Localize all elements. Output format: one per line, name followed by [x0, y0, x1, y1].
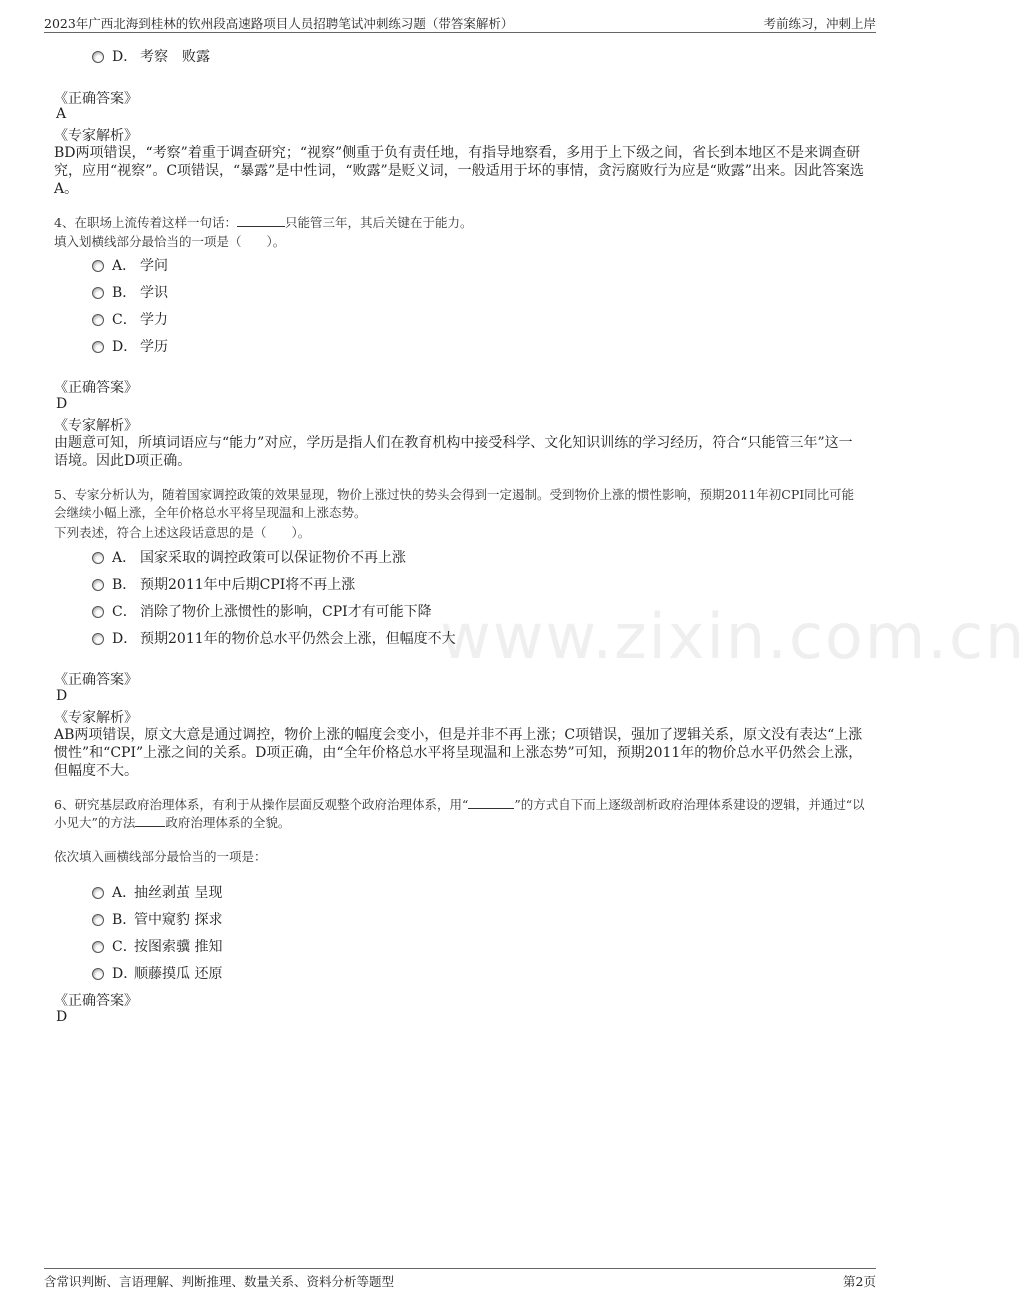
prev-answer-label: 《正确答案》	[54, 91, 138, 107]
radio-icon[interactable]	[92, 887, 104, 899]
q6-option-d[interactable]: D．顺藤摸瓜 还原	[92, 963, 222, 985]
page-header	[44, 12, 876, 33]
prev-analysis: BD两项错误，“考察”着重于调查研究；“视察”侧重于负有责任地，有指导地察看，多用于上下级之间，省长到本地区不是来调查研究，应用“视察”。C项错误，“暴露”是中性词，“败露”是贬义词，一般适用于坏的事情，贪污腐败行为应是“败露”出来。因此答案选A。	[54, 145, 864, 197]
q5-answer: D	[56, 688, 68, 704]
q5-analysis: AB两项错误，原文大意是通过调控，物价上涨的幅度会变小，但是并非不再上涨；C项错误，强加了逻辑关系，原文没有表达“上涨惯性”和“CPI”上涨之间的关系。D项正确，由“全年价格总水平将呈现温和上涨态势”可知，预期2011年的物价总水平仍然会上涨，但幅度不大。	[54, 727, 863, 779]
radio-icon[interactable]	[92, 260, 104, 272]
q6-answer-label: 《正确答案》	[54, 993, 138, 1009]
radio-icon[interactable]	[92, 968, 104, 980]
q6-answer: D	[56, 1009, 68, 1025]
q4-analysis: 由题意可知，所填词语应与“能力”对应，学历是指人们在教育机构中接受科学、文化知识训练的学习经历，符合“只能管三年”这一语境。因此D项正确。	[54, 435, 853, 469]
q6-prompt: 依次填入画横线部分最恰当的一项是：	[54, 849, 267, 864]
page-footer	[44, 1268, 876, 1289]
q4-option-d[interactable]: D． 学历	[92, 336, 168, 358]
header-slogan: 考前练习，冲刺上岸	[763, 16, 876, 31]
q4-stem: 4、在职场上流传着这样一句话： 只能管三年，其后关键在于能力。	[54, 215, 473, 230]
watermark: www.zixin.com.cn	[440, 600, 1026, 673]
prev-answer: A	[56, 106, 67, 122]
q5-option-c[interactable]: C． 消除了物价上涨惯性的影响，CPI才有可能下降	[92, 601, 432, 623]
footer-note: 含常识判断、言语理解、判断推理、数量关系、资料分析等题型	[44, 1274, 395, 1289]
document-title: 2023年广西北海到桂林的钦州段高速路项目人员招聘笔试冲刺练习题（带答案解析）	[44, 16, 514, 31]
q4-prompt: 填入划横线部分最恰当的一项是（ ）。	[54, 234, 286, 249]
radio-icon[interactable]	[92, 287, 104, 299]
radio-icon[interactable]	[92, 914, 104, 926]
q5-prompt: 下列表述，符合上述这段话意思的是（ ）。	[54, 525, 311, 540]
radio-icon[interactable]	[92, 341, 104, 353]
q5-option-d[interactable]: D． 预期2011年的物价总水平仍然会上涨，但幅度不大	[92, 628, 456, 650]
q5-answer-label: 《正确答案》	[54, 672, 138, 688]
prev-analysis-label: 《专家解析》	[54, 128, 138, 144]
q4-option-c[interactable]: C． 学力	[92, 309, 168, 331]
fill-blank	[237, 214, 285, 227]
q6-option-b[interactable]: B．管中窥豹 探求	[92, 909, 222, 931]
page-number: 第2页	[843, 1274, 876, 1289]
q6-option-a[interactable]: A．抽丝剥茧 呈现	[92, 882, 222, 904]
q4-option-a[interactable]: A． 学问	[92, 255, 168, 277]
q4-option-b[interactable]: B． 学识	[92, 282, 168, 304]
radio-icon[interactable]	[92, 552, 104, 564]
q5-analysis-label: 《专家解析》	[54, 710, 138, 726]
q4-answer: D	[56, 396, 68, 412]
q4-analysis-label: 《专家解析》	[54, 418, 138, 434]
radio-icon[interactable]	[92, 51, 104, 63]
radio-icon[interactable]	[92, 633, 104, 645]
radio-icon[interactable]	[92, 579, 104, 591]
q5-option-a[interactable]: A． 国家采取的调控政策可以保证物价不再上涨	[92, 547, 406, 569]
q5-stem: 5、专家分析认为，随着国家调控政策的效果显现，物价上涨过快的势头会得到一定遏制。受到物价上涨的惯性影响，预期2011年初CPI同比可能会继续小幅上涨，全年价格总水平将呈现温和上涨态势。	[54, 487, 855, 520]
radio-icon[interactable]	[92, 606, 104, 618]
radio-icon[interactable]	[92, 314, 104, 326]
q5-option-b[interactable]: B． 预期2011年中后期CPI将不再上涨	[92, 574, 355, 596]
prev-option-d[interactable]: D． 考察 败露	[92, 46, 210, 68]
radio-icon[interactable]	[92, 941, 104, 953]
fill-blank	[468, 796, 514, 809]
q4-answer-label: 《正确答案》	[54, 380, 138, 396]
q6-option-c[interactable]: C．按图索骥 推知	[92, 936, 222, 958]
q6-stem: 6、研究基层政府治理体系，有利于从操作层面反观整个政府治理体系，用“ ”的方式自下而上逐级剖析政府治理体系建设的逻辑，并通过“以小见大”的方法 政府治理体系的全貌。	[54, 797, 865, 830]
fill-blank	[135, 814, 165, 827]
